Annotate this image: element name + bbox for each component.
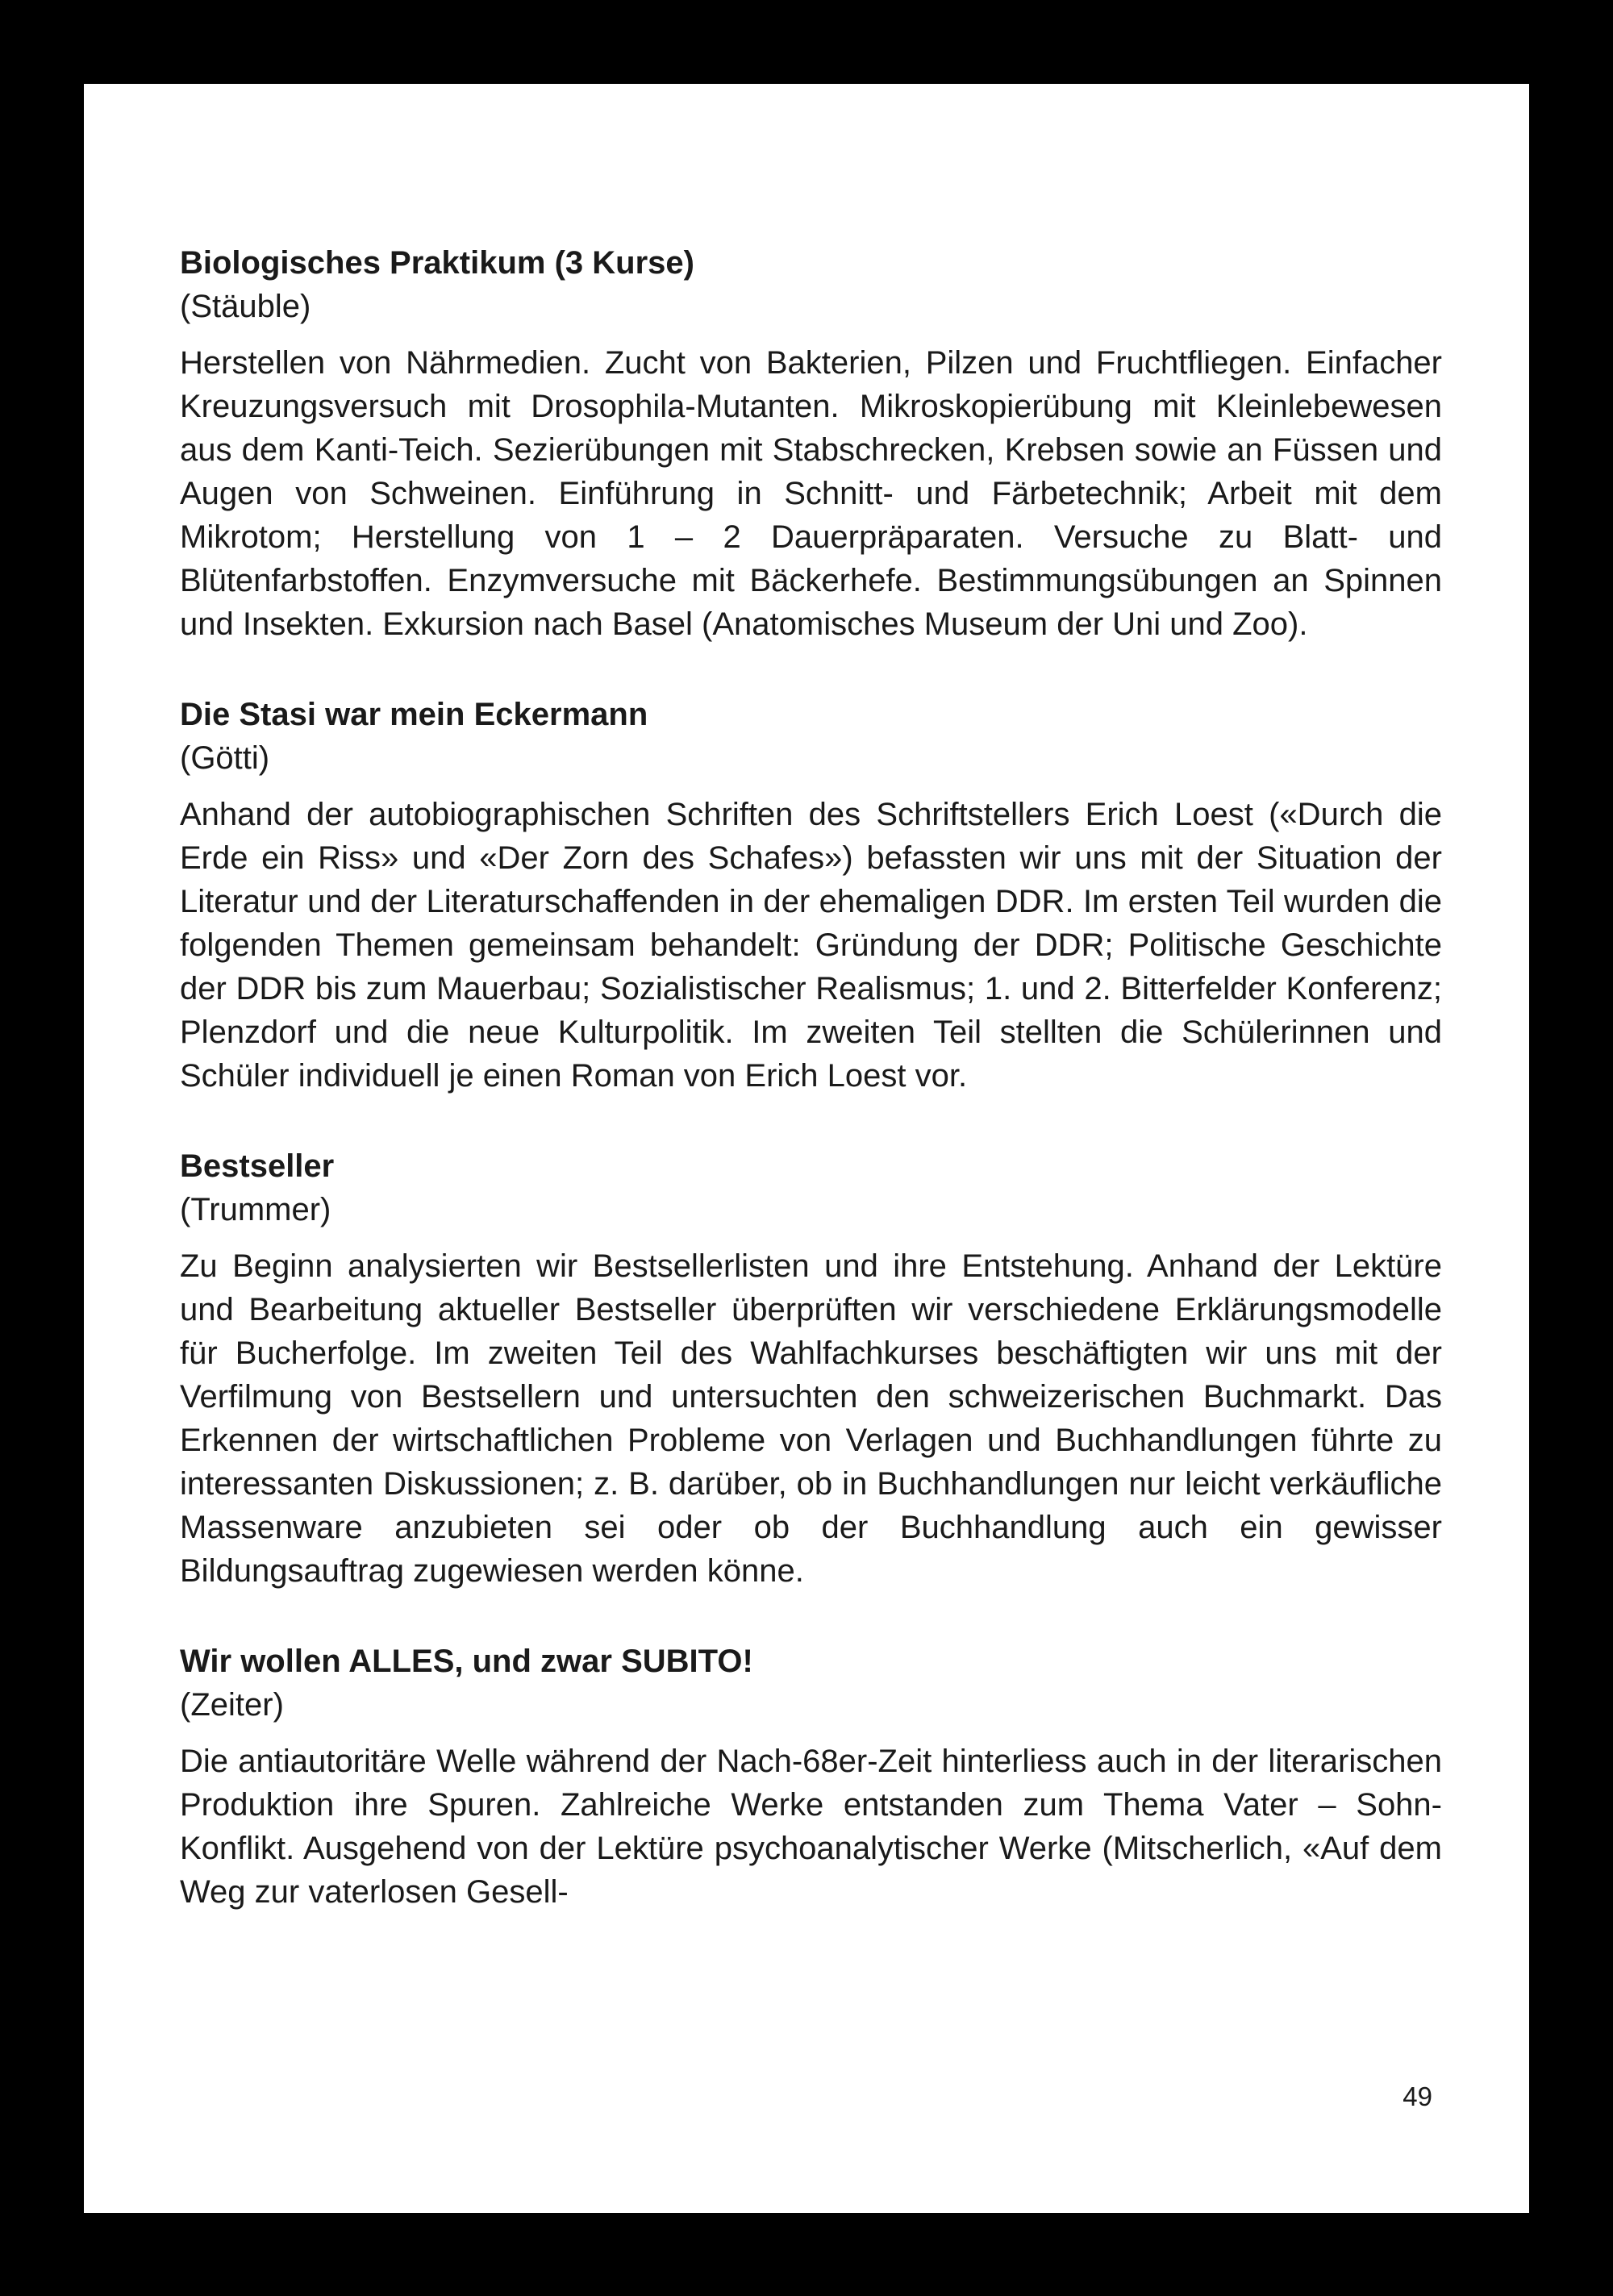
section-body: Anhand der autobiographischen Schriften des Schriftstellers Erich Loest («Durch die Erde ein Riss» und «Der Zorn des Schafes») befassten wir uns mit der Situation der Literatur und der Literaturschaffenden in der ehemaligen DDR. Im ersten Teil wurden die folgenden Themen gemeinsam behandelt: Gründung der DDR; Politische Geschichte der DDR bis zum Mauerbau; Sozialistischer Realismus; 1. und 2. Bitterfelder Konferenz; Plenzdorf und die neue Kulturpolitik. Im zweiten Teil stellten die Schülerinnen und Schüler individuell je einen Roman von Erich Loest vor.: [180, 797, 1442, 1094]
section-title: Bestseller: [180, 1148, 335, 1184]
section-body: Die antiautoritäre Welle während der Nach-68er-Zeit hinterliess auch in der literarischen Produktion ihre Spuren. Zahlreiche Werke entstanden zum Thema Vater – Sohn-Konflikt. Ausgehend von der Lektüre psychoanalytischer Werke (Mitscherlich, «Auf dem Weg zur vaterlosen Gesell-: [180, 1744, 1442, 1910]
document-page: [84, 84, 1529, 2213]
section-title: Wir wollen ALLES, und zwar SUBITO!: [180, 1644, 753, 1679]
section-title: Biologisches Praktikum (3 Kurse): [180, 245, 694, 281]
section-author: (Zeiter): [180, 1687, 284, 1723]
page-number: 49: [1403, 2081, 1432, 2111]
section-body: Herstellen von Nährmedien. Zucht von Bakterien, Pilzen und Fruchtfliegen. Einfacher Kreuzungsversuch mit Drosophila-Mutanten. Mikroskopierübung mit Kleinlebewesen aus dem Kanti-Teich. Sezierübungen mit Stabschrecken, Krebsen sowie an Füssen und Augen von Schweinen. Einführung in Schnitt- und Färbetechnik; Arbeit mit dem Mikrotom; Herstellung von 1 – 2 Dauerpräparaten. Versuche zu Blatt- und Blütenfarbstoffen. Enzymversuche mit Bäckerhefe. Bestimmungsübungen an Spinnen und Insekten. Exkursion nach Basel (Anatomisches Museum der Uni und Zoo).: [180, 345, 1442, 642]
page-content: [180, 241, 1442, 1961]
section-author: (Götti): [180, 740, 270, 776]
section-title: Die Stasi war mein Eckermann: [180, 697, 648, 732]
section-bestseller: [180, 1144, 1442, 1593]
section-wir-wollen-alles: [180, 1640, 1442, 1914]
section-author: (Trummer): [180, 1192, 331, 1227]
section-body: Zu Beginn analysierten wir Bestsellerlisten und ihre Entstehung. Anhand der Lektüre und Bearbeitung aktueller Bestseller überprüften wir verschiedene Erklärungsmodelle für Bucherfolge. Im zweiten Teil des Wahlfachkurses beschäftigten wir uns mit der Verfilmung von Bestsellern und untersuchten den schweizerischen Buchmarkt. Das Erkennen der wirtschaftlichen Probleme von Verlagen und Buchhandlungen führte zu interessanten Diskussionen; z. B. darüber, ob in Buchhandlungen nur leicht verkäufliche Massenware anzubieten sei oder ob der Buchhandlung auch ein gewisser Bildungsauftrag zugewiesen werden könne.: [180, 1248, 1442, 1589]
section-stasi-eckermann: [180, 693, 1442, 1098]
section-biologisches-praktikum: [180, 241, 1442, 646]
section-author: (Stäuble): [180, 289, 311, 324]
